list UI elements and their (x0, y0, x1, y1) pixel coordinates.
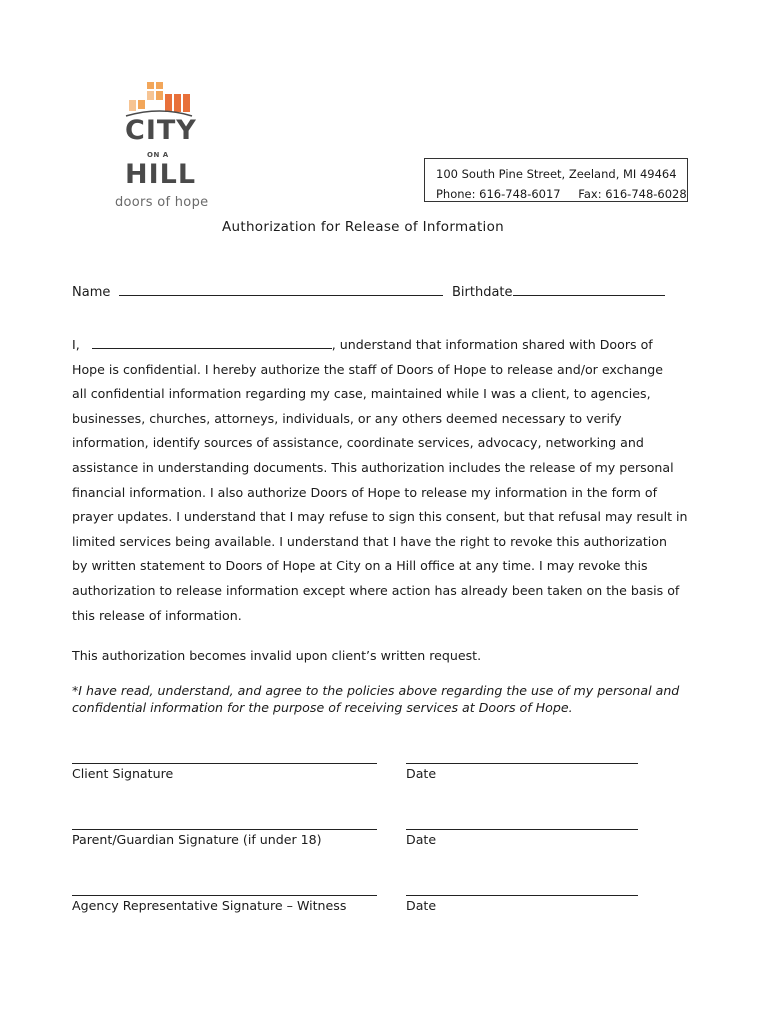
agreement-note (72, 682, 702, 716)
consent-first-line (72, 333, 694, 358)
consent-line: authorization to release information except where action has already been taken on the basis of (72, 582, 680, 598)
consent-line: prayer updates. I understand that I may refuse to sign this consent, but that refusal may result in (72, 509, 688, 525)
consent-line: Hope is confidential. I hereby authorize the staff of Doors of Hope to release and/or exchange (72, 361, 663, 377)
phone-number: Phone: 616-748-6017 (436, 187, 561, 201)
logo-block (156, 82, 163, 89)
agency-signature-label: Agency Representative Signature – Witness (72, 898, 347, 913)
invalid-note: This authorization becomes invalid upon client’s written request. (72, 648, 482, 663)
birthdate-label: Birthdate (452, 285, 513, 300)
name-field[interactable] (72, 283, 443, 300)
birthdate-line[interactable] (513, 283, 665, 296)
parent-signature-label: Parent/Guardian Signature (if under 18) (72, 832, 322, 847)
consent-line: information, identify sources of assistance, coordinate services, advocacy, networking and (72, 435, 644, 451)
client-signature-line[interactable] (72, 763, 377, 764)
name-line[interactable] (119, 283, 443, 296)
agreement-line: *I have read, understand, and agree to the policies above regarding the use of my personal and (72, 683, 680, 698)
consent-line: financial information. I also authorize Doors of Hope to release my information in the form of (72, 484, 658, 500)
logo-block (129, 100, 136, 111)
logo-block (138, 100, 145, 109)
consent-line: businesses, churches, attorneys, individuals, or any others deemed necessary to verify (72, 410, 622, 426)
logo-block (183, 94, 190, 112)
logo-city-text: CITY (125, 115, 197, 146)
parent-date-label: Date (406, 832, 437, 847)
logo-block (174, 94, 181, 112)
logo-block (165, 94, 172, 112)
consent-line: this release of information. (72, 607, 242, 623)
agency-signature-line[interactable] (72, 895, 377, 896)
consent-paragraph (72, 333, 694, 628)
consent-line-rest: , understand that information shared with Doors of (331, 337, 653, 352)
agency-date-label: Date (406, 898, 437, 913)
parent-date-line[interactable] (406, 829, 638, 830)
agreement-line: confidential information for the purpose of receiving services at Doors of Hope. (72, 700, 573, 715)
birthdate-field[interactable] (452, 283, 665, 300)
consent-line: limited services being available. I understand that I have the right to revoke this authorization (72, 533, 667, 549)
document-title: Authorization for Release of Information (221, 219, 505, 235)
logo-block (156, 91, 163, 100)
consent-line: assistance in understanding documents. This authorization includes the release of my personal (72, 459, 674, 475)
agency-date-line[interactable] (406, 895, 638, 896)
address-line: 100 South Pine Street, Zeeland, MI 49464 (436, 167, 677, 181)
address-box (424, 158, 688, 202)
city-on-a-hill-logo (112, 80, 212, 214)
client-name-blank[interactable] (92, 336, 332, 349)
contact-line (436, 184, 687, 204)
consent-line: by written statement to Doors of Hope at City on a Hill office at any time. I may revoke this (72, 558, 648, 574)
consent-line: all confidential information regarding my case, maintained while I was a client, to agencies, (72, 386, 651, 402)
logo-block (147, 82, 154, 89)
logo-block (147, 91, 154, 100)
consent-intro: I, (72, 337, 80, 352)
parent-signature-line[interactable] (72, 829, 377, 830)
client-date-line[interactable] (406, 763, 638, 764)
logo-hill-text: HILL (125, 159, 197, 190)
name-label: Name (72, 285, 111, 300)
client-signature-label: Client Signature (72, 766, 174, 781)
logo-on-a-text: ON A (147, 151, 169, 159)
logo-building-icon (112, 80, 212, 120)
logo-tagline: doors of hope (115, 195, 209, 210)
client-date-label: Date (406, 766, 437, 781)
fax-number: Fax: 616-748-6028 (578, 187, 687, 201)
